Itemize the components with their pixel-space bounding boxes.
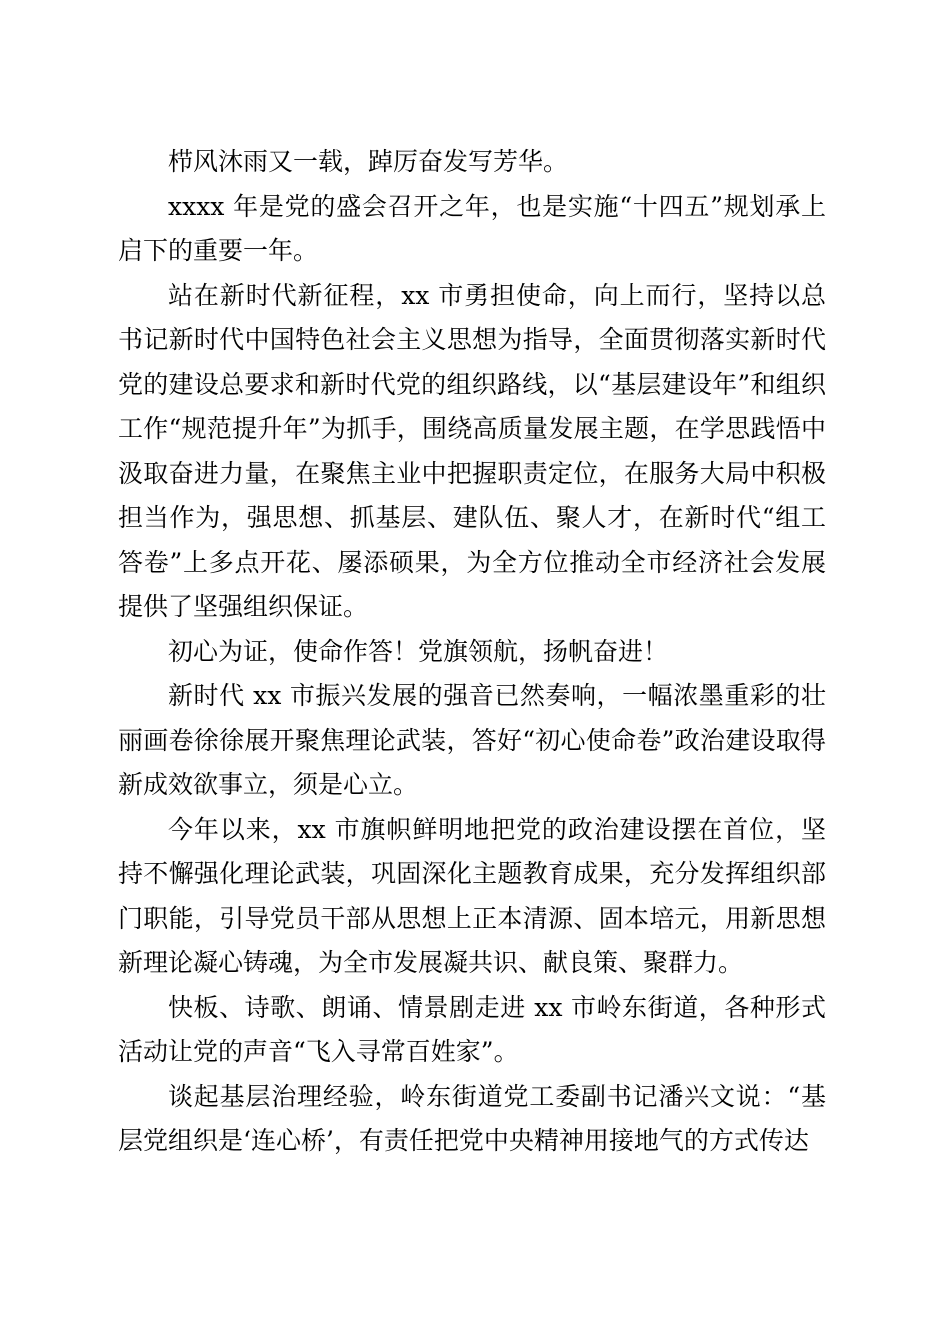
paragraph-4: 初心为证，使命作答！党旗领航，扬帆奋进！ <box>168 636 669 666</box>
paragraph-7: 快板、诗歌、朗诵、情景剧走进 xx 市岭东街道，各种形式活动让党的声音“飞入寻常百姓家”。 <box>118 992 826 1066</box>
paragraph-6: 今年以来，xx 市旗帜鲜明地把党的政治建设摆在首位，坚持不懈强化理论武装，巩固深化主题教育成果，充分发挥组织部门职能，引导党员干部从思想上正本清源、固本培元，用新思想新理论凝心铸魂，为全市发展凝共识、献良策、聚群力。 <box>118 814 826 977</box>
document-page <box>118 140 826 1164</box>
paragraph-1: 栉风沐雨又一载，踔厉奋发写芳华。 <box>168 147 569 176</box>
paragraph-5: 新时代 xx 市振兴发展的强音已然奏响，一幅浓墨重彩的壮丽画卷徐徐展开聚焦理论武装，答好“初心使命卷”政治建设取得新成效欲事立，须是心立。 <box>118 681 826 799</box>
paragraph-2: xxxx 年是党的盛会召开之年，也是实施“十四五”规划承上启下的重要一年。 <box>118 191 826 265</box>
paragraph-3: 站在新时代新征程，xx 市勇担使命，向上而行，坚持以总书记新时代中国特色社会主义思想为指导，全面贯彻落实新时代党的建设总要求和新时代党的组织路线，以“基层建设年”和组织工作“规范提升年”为抓手，围绕高质量发展主题，在学思践悟中汲取奋进力量，在聚焦主业中把握职责定位，在服务大局中积极担当作为，强思想、抓基层、建队伍、聚人才，在新时代“组工答卷”上多点开花、屡添硕果，为全方位推动全市经济社会发展提供了坚强组织保证。 <box>118 280 826 621</box>
paragraph-8: 谈起基层治理经验，岭东街道党工委副书记潘兴文说：“基层党组织是‘连心桥’，有责任把党中央精神用接地气的方式传达 <box>118 1081 826 1155</box>
